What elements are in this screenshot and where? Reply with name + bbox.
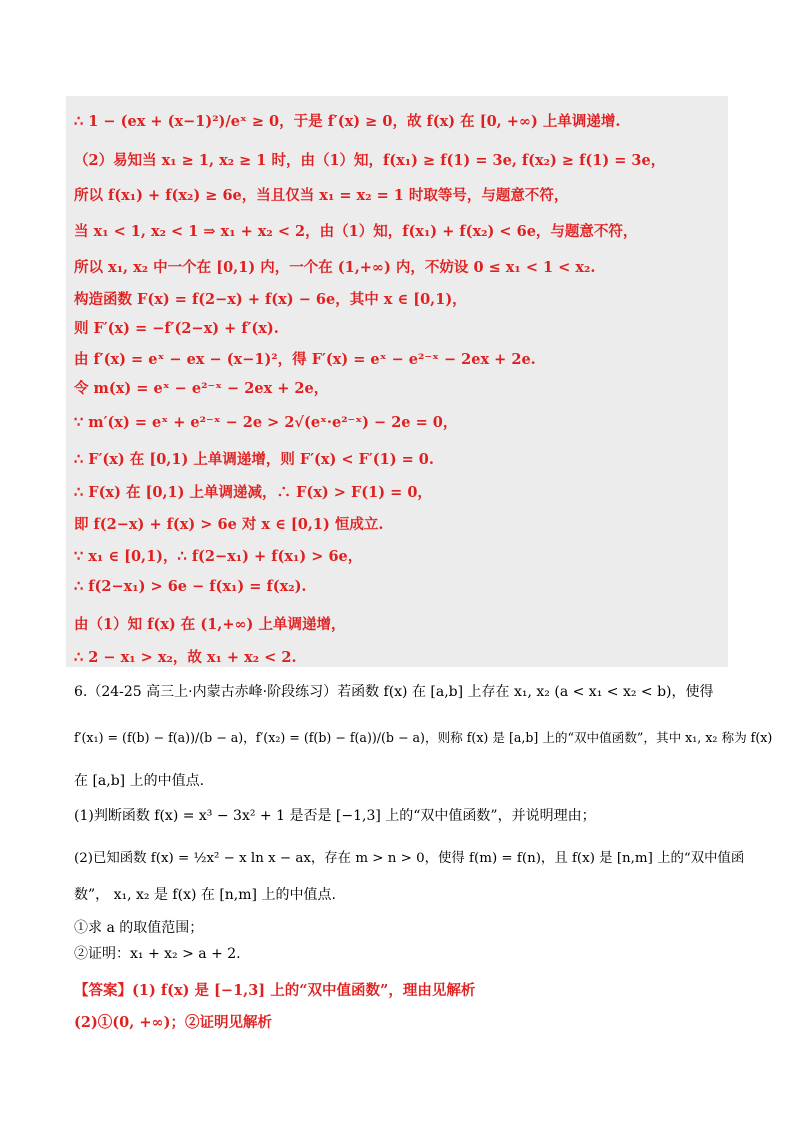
solution-line-11: ∴ F′(x) 在 [0,1) 上单调递增，则 F′(x) < F′(1) = 0. [74,451,434,468]
solution-line-14: ∵ x₁ ∈ [0,1)，∴ f(2−x₁) + f(x₁) > 6e， [74,548,363,565]
answer-line-2: (2)①(0, +∞)；②证明见解析 [74,1014,272,1031]
solution-line-1: ∴ 1 − (ex + (x−1)²)/eˣ ≥ 0，于是 f′(x) ≥ 0，故 f(x) 在 [0, +∞) 上单调递增. [74,113,621,130]
question-line-4: (1)判断函数 f(x) = x³ − 3x² + 1 是否是 [−1,3] 上的“双中值函数”，并说明理由； [74,808,596,824]
solution-line-6: 构造函数 F(x) = f(2−x) + f(x) − 6e，其中 x ∈ [0,1)， [74,291,467,308]
question-line-2: f′(x₁) = (f(b) − f(a))/(b − a)，f′(x₂) = (f(b) − f(a))/(b − a)，则称 f(x) 是 [a,b] 上的“双中值函数”，其中 x₁, x₂ 称为 f(x) [74,730,773,745]
answer-part-1: (1) f(x) 是 [−1,3] 上的“双中值函数”，理由见解析 [132,982,476,999]
solution-line-10: ∵ m′(x) = eˣ + e²⁻ˣ − 2e > 2√(eˣ·e²⁻ˣ) − 2e = 0， [74,414,458,431]
question-line-8: ②证明：x₁ + x₂ > a + 2. [74,946,241,962]
question-line-5: (2)已知函数 f(x) = ½x² − x ln x − ax，存在 m > n > 0，使得 f(m) = f(n)，且 f(x) 是 [n,m] 上的“双中值函 [74,851,745,866]
solution-line-3: 所以 f(x₁) + f(x₂) ≥ 6e，当且仅当 x₁ = x₂ = 1 时取等号，与题意不符， [74,187,569,204]
solution-line-12: ∴ F(x) 在 [0,1) 上单调递减，∴ F(x) > F(1) = 0， [74,484,432,501]
question-line-1: 6.（24-25 高三上·内蒙古赤峰·阶段练习）若函数 f(x) 在 [a,b] 上存在 x₁, x₂ (a < x₁ < x₂ < b)，使得 [74,684,714,700]
answer-label: 【答案】 [74,982,132,999]
answer-line-1 [74,979,475,1000]
solution-line-7: 则 F′(x) = −f′(2−x) + f′(x). [74,320,279,337]
solution-line-15: ∴ f(2−x₁) > 6e − f(x₁) = f(x₂). [74,578,307,595]
question-line-3: 在 [a,b] 上的中值点. [74,773,205,789]
solution-line-8: 由 f′(x) = eˣ − ex − (x−1)²，得 F′(x) = eˣ − e²⁻ˣ − 2ex + 2e. [74,351,536,368]
solution-line-5: 所以 x₁, x₂ 中一个在 [0,1) 内，一个在 (1,+∞) 内，不妨设 0 ≤ x₁ < 1 < x₂. [74,259,596,276]
solution-line-17: ∴ 2 − x₁ > x₂，故 x₁ + x₂ < 2. [74,649,297,666]
solution-line-4: 当 x₁ < 1, x₂ < 1 ⇒ x₁ + x₂ < 2，由（1）知，f(x₁) + f(x₂) < 6e，与题意不符， [74,223,638,240]
solution-line-13: 即 f(2−x) + f(x) > 6e 对 x ∈ [0,1) 恒成立. [74,516,384,533]
question-line-7: ①求 a 的取值范围； [74,920,204,936]
solution-line-2: （2）易知当 x₁ ≥ 1, x₂ ≥ 1 时，由（1）知，f(x₁) ≥ f(1) = 3e, f(x₂) ≥ f(1) = 3e， [74,152,666,169]
question-line-6: 数”， x₁, x₂ 是 f(x) 在 [n,m] 上的中值点. [74,887,336,903]
solution-line-9: 令 m(x) = eˣ − e²⁻ˣ − 2ex + 2e， [74,380,329,397]
solution-line-16: 由（1）知 f(x) 在 (1,+∞) 上单调递增， [74,616,346,633]
